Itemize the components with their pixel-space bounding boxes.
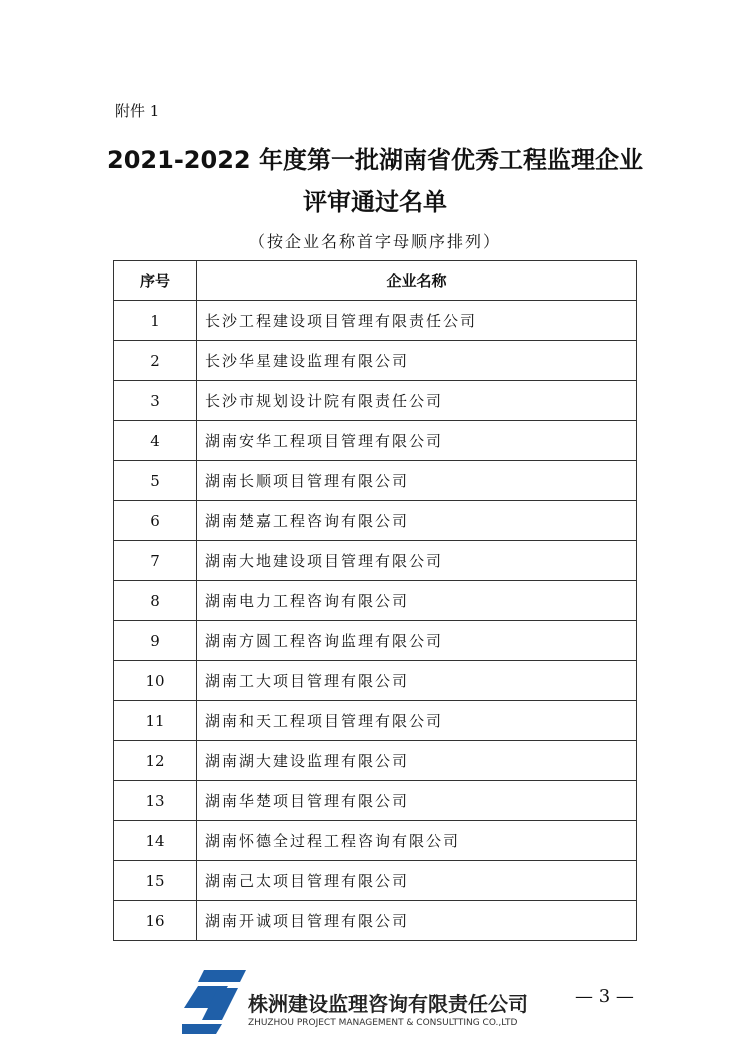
document-title-line2: 评审通过名单: [303, 188, 447, 216]
column-header-name: 企业名称: [197, 261, 637, 301]
table-row: [114, 661, 637, 701]
document-subtitle: （按企业名称首字母顺序排列）: [248, 232, 501, 251]
row-seq: 6: [114, 501, 197, 541]
row-seq: 1: [114, 301, 197, 341]
row-seq: 10: [114, 661, 197, 701]
row-seq: 12: [114, 741, 197, 781]
row-company-name: 湖南工大项目管理有限公司: [197, 661, 637, 701]
table-row: [114, 701, 637, 741]
row-company-name: 长沙华星建设监理有限公司: [197, 341, 637, 381]
row-company-name: 湖南方圆工程咨询监理有限公司: [197, 621, 637, 661]
table-row: [114, 501, 637, 541]
row-seq: 2: [114, 341, 197, 381]
table-header-row: [114, 261, 637, 301]
row-company-name: 湖南湖大建设监理有限公司: [197, 741, 637, 781]
table-row: [114, 541, 637, 581]
table-row: [114, 821, 637, 861]
company-logo-icon: [182, 968, 246, 1034]
table-row: [114, 581, 637, 621]
row-seq: 4: [114, 421, 197, 461]
row-seq: 9: [114, 621, 197, 661]
row-company-name: 长沙工程建设项目管理有限责任公司: [197, 301, 637, 341]
row-seq: 14: [114, 821, 197, 861]
document-title: 2021-2022 年度第一批湖南省优秀工程监理企业: [107, 146, 643, 174]
row-company-name: 湖南大地建设项目管理有限公司: [197, 541, 637, 581]
attachment-label: 附件 1: [115, 102, 160, 120]
row-seq: 16: [114, 901, 197, 941]
page-footer: [0, 960, 750, 1040]
table-row: [114, 301, 637, 341]
table-row: [114, 741, 637, 781]
page-number: — 3 —: [575, 986, 634, 1007]
table-row: [114, 421, 637, 461]
row-company-name: 湖南安华工程项目管理有限公司: [197, 421, 637, 461]
row-seq: 5: [114, 461, 197, 501]
row-seq: 3: [114, 381, 197, 421]
row-company-name: 湖南长顺项目管理有限公司: [197, 461, 637, 501]
table-row: [114, 901, 637, 941]
column-header-seq: 序号: [114, 261, 197, 301]
table-row: [114, 341, 637, 381]
row-company-name: 湖南华楚项目管理有限公司: [197, 781, 637, 821]
row-seq: 15: [114, 861, 197, 901]
table-row: [114, 861, 637, 901]
table-row: [114, 381, 637, 421]
row-company-name: 湖南开诚项目管理有限公司: [197, 901, 637, 941]
row-company-name: 湖南己太项目管理有限公司: [197, 861, 637, 901]
row-company-name: 湖南怀德全过程工程咨询有限公司: [197, 821, 637, 861]
company-name-en: ZHUZHOU PROJECT MANAGEMENT & CONSULTTING CO.,LTD: [248, 1018, 518, 1028]
row-seq: 8: [114, 581, 197, 621]
table-row: [114, 781, 637, 821]
table-row: [114, 621, 637, 661]
row-seq: 7: [114, 541, 197, 581]
company-name-cn: 株洲建设监理咨询有限责任公司: [248, 992, 528, 1016]
row-company-name: 长沙市规划设计院有限责任公司: [197, 381, 637, 421]
row-company-name: 湖南楚嘉工程咨询有限公司: [197, 501, 637, 541]
company-list-table: [113, 260, 637, 941]
row-seq: 13: [114, 781, 197, 821]
row-company-name: 湖南电力工程咨询有限公司: [197, 581, 637, 621]
row-seq: 11: [114, 701, 197, 741]
row-company-name: 湖南和天工程项目管理有限公司: [197, 701, 637, 741]
table-row: [114, 461, 637, 501]
